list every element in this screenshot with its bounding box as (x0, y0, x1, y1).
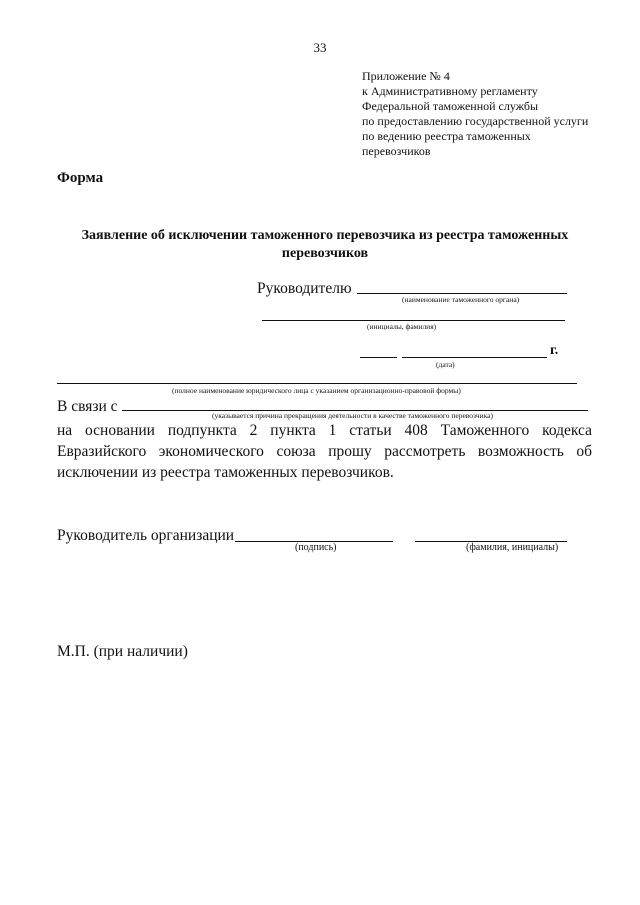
appendix-line: Федеральной таможенной службы (362, 99, 539, 113)
authority-caption: (наименование таможенного органа) (402, 295, 520, 304)
initials-field-line[interactable] (262, 320, 565, 321)
form-label: Форма (57, 170, 104, 186)
request-paragraph (57, 420, 592, 483)
appendix-line: по ведению реестра таможенных (362, 129, 531, 143)
signature-label: Руководитель организации (57, 527, 235, 544)
appendix-line: к Административному регламенту (362, 84, 538, 98)
signature-caption: (подпись) (295, 542, 337, 553)
legal-entity-caption: (полное наименование юридического лица с указанием организационно-правовой формы) (172, 386, 461, 395)
page-number: 33 (313, 40, 327, 55)
paragraph-line: исключении из реестра таможенных перевозчиков. (57, 464, 394, 481)
reason-caption: (указывается причина прекращения деятельности в качестве таможенного перевозчика) (212, 411, 493, 420)
paragraph-line: на основании подпункта 2 пункта 1 статьи 408 Таможенного кодекса (57, 422, 592, 439)
name-caption: (фамилия, инициалы) (466, 542, 559, 553)
stamp-note: М.П. (при наличии) (57, 643, 188, 660)
addressee-label: Руководителю (257, 280, 352, 297)
appendix-line: перевозчиков (362, 144, 431, 158)
date-day-field-line[interactable] (360, 357, 397, 358)
year-suffix: г. (550, 343, 559, 358)
appendix-line: Приложение № 4 (362, 69, 450, 83)
appendix-line: по предоставлению государственной услуги (362, 114, 589, 128)
initials-caption: (инициалы, фамилия) (367, 322, 437, 331)
reason-label: В связи с (57, 398, 118, 415)
legal-entity-field-line[interactable] (57, 383, 577, 384)
paragraph-line: Евразийского экономического союза прошу рассмотреть возможность об (57, 443, 592, 460)
document-title: Заявление об исключении таможенного перевозчика из реестра таможенных перевозчиков (81, 228, 569, 261)
date-month-field-line[interactable] (402, 357, 547, 358)
authority-field-line[interactable] (357, 293, 567, 294)
date-caption: (дата) (436, 360, 455, 369)
appendix-block (362, 69, 588, 159)
